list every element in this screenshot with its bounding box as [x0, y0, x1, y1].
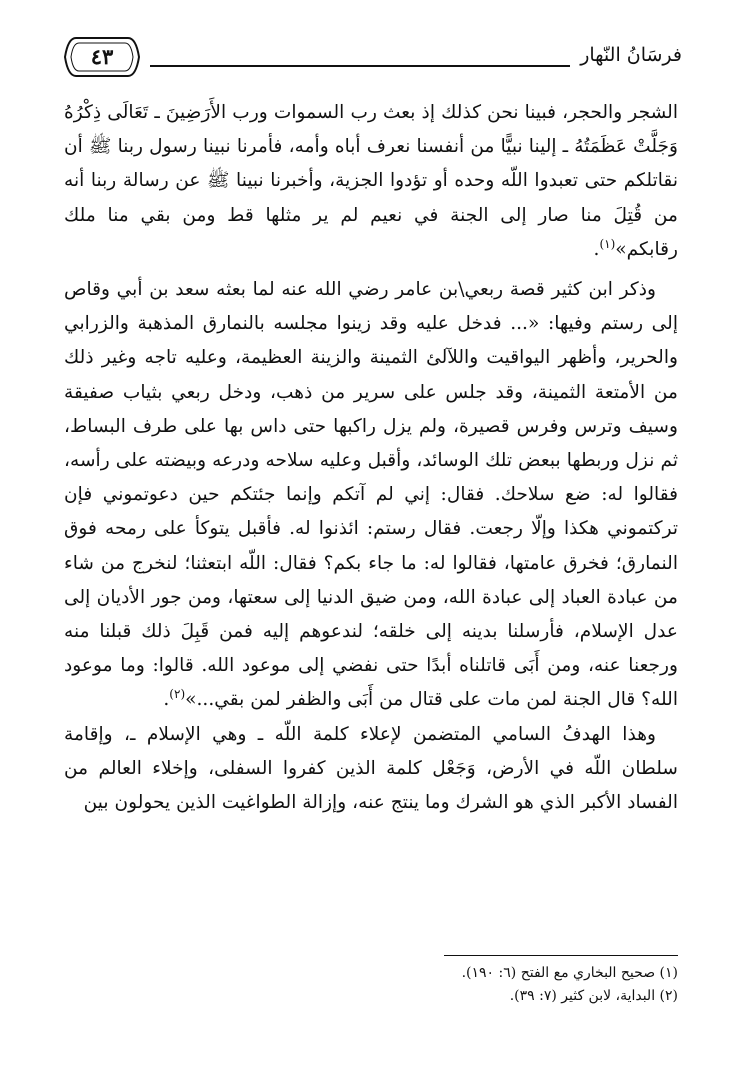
paragraph-2	[64, 273, 678, 718]
footnotes	[64, 962, 678, 1008]
page-number-badge	[62, 34, 142, 80]
footnote-ref-1: (١)	[599, 236, 616, 251]
paragraph-2-text-a: وذكر ابن كثير قصة ربعي	[464, 279, 656, 301]
body-text	[64, 96, 678, 820]
page-header	[62, 34, 682, 84]
paragraph-1-text: الشجر والحجر، فبينا نحن كذلك إذ بعث رب السموات ورب الأَرَضِينَ ـ تَعَالَى ذِكْرُهُ وَجَلَّتْ عَظَمَتُهُ ـ إلينا نبيًّا من أنفسنا نعرف أباه وأمه، فأمرنا نبينا رسول ربنا ﷺ أن نقاتلكم حتى تعبدوا اللّه وحده أو تؤدوا الجزية، وأخبرنا نبينا ﷺ عن رسالة ربنا أنه من قُتِلَ منا صار إلى الجنة في نعيم لم ير مثلها قط ومن بقي منا ملك رقابكم»	[64, 102, 678, 260]
paragraph-2-end: .	[163, 689, 170, 711]
paragraph-2-text-b: بن عامر رضي الله عنه لما بعثه سعد بن أبي وقاص إلى رستم وفيها: «... فدخل عليه وقد زينوا مجلسه بالنمارق المذهبة والزرابي والحرير، وأظهر اليواقيت واللآلئ الثمينة والزينة العظيمة، وعليه تاجه وغير ذلك من الأمتعة الثمينة، وقد جلس على سرير من ذهب، ودخل ربعي بثياب صفيقة وسيف وترس وفرس قصيرة، ولم يزل راكبها حتى داس بها على طرف البساط، ثم نزل وربطها ببعض تلك الوسائد، وأقبل وعليه سلاحه ودرعه وبيضته على رأسه، فقالوا له: ضع سلاحك. فقال: إني لم آتكم وإنما جئتكم حين دعوتموني فإن تركتموني هكذا وإلّا رجعت. فقال رستم: ائذنوا له. فأقبل يتوكأ على رمحه فوق النمارق؛ فخرق عامتها، فقالوا له: ما جاء بكم؟ فقال: اللّه ابتعثنا؛ لنخرج من شاء من عبادة العباد إلى عبادة الله، ومن ضيق الدنيا إلى سعتها، ومن جور الأديان إلى عدل الإسلام، فأرسلنا بدينه إلى خلقه؛ لندعوهم إليه فمن قَبِلَ ذلك قبلنا منه ورجعنا عنه، ومن أَبَى قاتلناه أبدًا حتى نفضي إلى موعود الله. قالوا: وما موعود الله؟ قال الجنة لمن مات على قتال من أَبَى والظفر لمن بقي...»	[64, 279, 678, 711]
paragraph-1-end: .	[593, 238, 600, 260]
footnote-ref-2: (٢)	[169, 687, 186, 702]
book-title: فرسَانُ النّهار	[580, 44, 682, 66]
page-number: ٤٣	[90, 44, 114, 69]
header-rule	[150, 65, 570, 67]
paragraph-1	[64, 96, 678, 267]
paragraph-2-mark: \	[458, 279, 465, 301]
footnote-rule	[444, 955, 678, 956]
footnote-1: (١) صحيح البخاري مع الفتح (٦: ١٩٠).	[461, 965, 678, 981]
footnote-2: (٢) البداية، لابن كثير (٧: ٣٩).	[509, 988, 678, 1004]
paragraph-3: وهذا الهدفُ السامي المتضمن لإعلاء كلمة اللّه ـ وهي الإسلام ـ، وإقامة سلطان اللّه في الأرض، وَجَعْل كلمة الذين كفروا السفلى، وإخلاء العالم من الفساد الأكبر الذي هو الشرك وما ينتج عنه، وإزالة الطواغيت الذين يحولون بين	[64, 723, 678, 814]
